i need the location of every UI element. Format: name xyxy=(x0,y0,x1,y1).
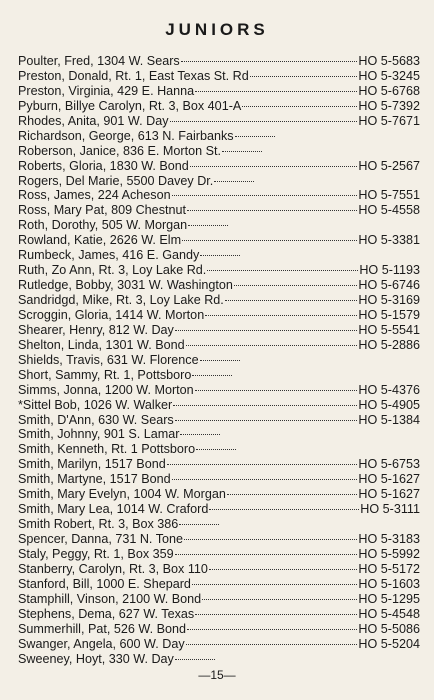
dot-leader xyxy=(207,270,358,271)
directory-entry xyxy=(18,637,420,652)
entry-name-address: Smith, Johnny, 901 S. Lamar xyxy=(18,427,180,442)
entry-phone: HO 5-6746 xyxy=(358,278,420,293)
entry-name-address: Roth, Dorothy, 505 W. Morgan xyxy=(18,218,188,233)
entry-name-address: Shields, Travis, 631 W. Florence xyxy=(18,352,199,367)
entry-phone: HO 5-5683 xyxy=(358,54,420,68)
dot-leader xyxy=(202,599,357,600)
entry-name-address: Richardson, George, 613 N. Fairbanks xyxy=(18,128,234,143)
directory-entry xyxy=(18,562,420,577)
dot-leader xyxy=(214,181,254,182)
entry-name-address: Swanger, Angela, 600 W. Day xyxy=(18,636,185,651)
directory-entry xyxy=(18,413,420,428)
dot-leader xyxy=(195,390,358,391)
entry-name-address: Roberson, Janice, 836 E. Morton St. xyxy=(18,143,222,158)
entry-phone: HO 5-7671 xyxy=(358,113,420,128)
entry-phone: HO 5-6768 xyxy=(358,83,420,98)
directory-entry xyxy=(18,144,420,159)
directory-entry xyxy=(18,188,420,203)
entry-name-address: Smith, D'Ann, 630 W. Sears xyxy=(18,412,174,427)
dot-leader xyxy=(187,210,357,211)
entry-phone: HO 5-4548 xyxy=(358,606,420,621)
entry-phone: HO 5-5172 xyxy=(358,561,420,576)
directory-entry xyxy=(18,622,420,637)
dot-leader xyxy=(175,420,358,421)
entry-name-address: Smith, Marilyn, 1517 Bond xyxy=(18,457,166,472)
dot-leader xyxy=(190,166,358,167)
directory-entry xyxy=(18,517,420,532)
dot-leader xyxy=(172,195,358,196)
entry-phone: HO 5-3245 xyxy=(358,68,420,83)
directory-entry xyxy=(18,159,420,174)
directory-entry xyxy=(18,353,420,368)
directory-entry xyxy=(18,54,420,69)
entry-name-address: Sweeney, Hoyt, 330 W. Day xyxy=(18,651,174,666)
directory-entry xyxy=(18,278,420,293)
entry-name-address: Ross, James, 224 Acheson xyxy=(18,188,171,203)
directory-entry xyxy=(18,532,420,547)
directory-entry xyxy=(18,592,420,607)
entry-phone: HO 5-2567 xyxy=(358,158,420,173)
entry-phone: HO 5-3183 xyxy=(358,532,420,546)
dot-leader xyxy=(172,479,358,480)
directory-entry xyxy=(18,114,420,129)
directory-entry xyxy=(18,84,420,99)
directory-entry xyxy=(18,577,420,592)
dot-leader xyxy=(192,375,232,376)
dot-leader xyxy=(181,61,358,62)
directory-entry xyxy=(18,323,420,338)
dot-leader xyxy=(180,434,220,435)
directory-entry xyxy=(18,174,420,189)
entry-phone: HO 5-1193 xyxy=(359,263,420,278)
directory-entry xyxy=(18,69,420,84)
dot-leader xyxy=(209,509,359,510)
dot-leader xyxy=(175,330,358,331)
dot-leader xyxy=(184,539,357,540)
entry-phone: HO 5-1603 xyxy=(358,576,420,591)
entry-name-address: Ruth, Zo Ann, Rt. 3, Loy Lake Rd. xyxy=(18,263,207,278)
entry-phone: HO 5-3169 xyxy=(358,293,420,307)
entry-name-address: Shelton, Linda, 1301 W. Bond xyxy=(18,337,185,352)
dot-leader xyxy=(179,524,219,525)
dot-leader xyxy=(200,360,240,361)
entry-name-address: Stamphill, Vinson, 2100 W. Bond xyxy=(18,591,202,606)
entry-phone: HO 5-1384 xyxy=(358,412,420,427)
directory-entry xyxy=(18,338,420,353)
dot-leader xyxy=(186,345,358,346)
entry-name-address: Stanford, Bill, 1000 E. Shepard xyxy=(18,576,191,591)
dot-leader xyxy=(200,255,240,256)
directory-entry xyxy=(18,368,420,383)
directory-entry xyxy=(18,383,420,398)
entry-phone: HO 5-2886 xyxy=(358,337,420,352)
entry-name-address: Rutledge, Bobby, 3031 W. Washington xyxy=(18,278,233,293)
dot-leader xyxy=(242,106,357,107)
directory-entry xyxy=(18,427,420,442)
entry-name-address: Summerhill, Pat, 526 W. Bond xyxy=(18,621,186,636)
dot-leader xyxy=(195,91,357,92)
directory-entry xyxy=(18,442,420,457)
entry-phone: HO 5-1579 xyxy=(358,307,420,322)
directory-entry xyxy=(18,129,420,144)
entry-phone: HO 5-5541 xyxy=(358,322,420,337)
entry-name-address: Rumbeck, James, 416 E. Gandy xyxy=(18,248,200,263)
page-number: —15— xyxy=(198,668,236,682)
dot-leader xyxy=(182,240,357,241)
entry-phone: HO 5-4905 xyxy=(358,397,420,412)
entry-name-address: Smith, Martyne, 1517 Bond xyxy=(18,472,171,487)
entry-name-address: Smith Robert, Rt. 3, Box 386 xyxy=(18,517,179,532)
entry-name-address: Rowland, Katie, 2626 W. Elm xyxy=(18,233,182,248)
directory-entry xyxy=(18,398,420,413)
dot-leader xyxy=(187,629,357,630)
entry-phone: HO 5-1295 xyxy=(358,591,420,606)
dot-leader xyxy=(222,151,262,152)
directory-entry xyxy=(18,293,420,308)
entry-phone: HO 5-3111 xyxy=(360,502,420,517)
entry-phone: HO 5-4376 xyxy=(358,382,420,397)
dot-leader xyxy=(175,659,215,660)
directory-entry xyxy=(18,248,420,263)
dot-leader xyxy=(196,449,236,450)
dot-leader xyxy=(192,584,357,585)
entry-name-address: *Sittel Bob, 1026 W. Walker xyxy=(18,397,173,412)
entry-name-address: Simms, Jonna, 1200 W. Morton xyxy=(18,382,194,397)
entry-name-address: Shearer, Henry, 812 W. Day xyxy=(18,322,174,337)
entry-name-address: Smith, Kenneth, Rt. 1 Pottsboro xyxy=(18,442,196,457)
entry-name-address: Preston, Virginia, 429 E. Hanna xyxy=(18,83,195,98)
entry-phone: HO 5-7551 xyxy=(358,188,420,203)
entry-name-address: Stephens, Dema, 627 W. Texas xyxy=(18,606,195,621)
dot-leader xyxy=(227,494,358,495)
directory-entry xyxy=(18,652,420,667)
directory-entry xyxy=(18,547,420,562)
dot-leader xyxy=(234,285,357,286)
dot-leader xyxy=(188,225,228,226)
directory-entry xyxy=(18,487,420,502)
entry-phone: HO 5-3381 xyxy=(358,233,420,248)
directory-entry xyxy=(18,502,420,517)
directory-entry xyxy=(18,233,420,248)
dot-leader xyxy=(186,644,358,645)
page-heading: JUNIORS xyxy=(165,20,269,39)
entry-phone: HO 5-5086 xyxy=(358,621,420,636)
dot-leader xyxy=(225,300,358,301)
entry-name-address: Rogers, Del Marie, 5500 Davey Dr. xyxy=(18,173,214,188)
directory-entry xyxy=(18,308,420,323)
dot-leader xyxy=(205,315,357,316)
entry-name-address: Spencer, Danna, 731 N. Tone xyxy=(18,532,184,546)
dot-leader xyxy=(235,136,275,137)
entry-phone: HO 5-7392 xyxy=(358,98,420,113)
entry-name-address: Sandridgd, Mike, Rt. 3, Loy Lake Rd. xyxy=(18,293,224,307)
entry-name-address: Preston, Donald, Rt. 1, East Texas St. Rd xyxy=(18,68,249,83)
entry-phone: HO 5-6753 xyxy=(358,457,420,472)
entry-name-address: Rhodes, Anita, 901 W. Day xyxy=(18,113,169,128)
directory-entry xyxy=(18,607,420,622)
entry-name-address: Ross, Mary Pat, 809 Chestnut xyxy=(18,203,186,218)
entry-phone: HO 5-1627 xyxy=(358,472,420,487)
directory-entry xyxy=(18,203,420,218)
directory-entry xyxy=(18,263,420,278)
entry-phone: HO 5-5992 xyxy=(358,546,420,561)
entry-name-address: Roberts, Gloria, 1830 W. Bond xyxy=(18,158,189,173)
entry-phone: HO 5-4558 xyxy=(358,203,420,218)
directory-entry xyxy=(18,218,420,233)
entry-name-address: Short, Sammy, Rt. 1, Pottsboro xyxy=(18,367,192,382)
directory-entry xyxy=(18,99,420,114)
entry-phone: HO 5-1627 xyxy=(358,487,420,502)
entry-name-address: Smith, Mary Lea, 1014 W. Craford xyxy=(18,502,209,517)
entry-name-address: Pyburn, Billye Carolyn, Rt. 3, Box 401-A xyxy=(18,98,242,113)
entry-name-address: Smith, Mary Evelyn, 1004 W. Morgan xyxy=(18,487,226,502)
dot-leader xyxy=(250,76,358,77)
dot-leader xyxy=(195,614,357,615)
entry-name-address: Poulter, Fred, 1304 W. Sears xyxy=(18,54,180,68)
dot-leader xyxy=(170,121,358,122)
entry-name-address: Staly, Peggy, Rt. 1, Box 359 xyxy=(18,546,174,561)
entry-name-address: Stanberry, Carolyn, Rt. 3, Box 110 xyxy=(18,561,208,576)
dot-leader xyxy=(167,464,358,465)
dot-leader xyxy=(175,554,358,555)
dot-leader xyxy=(209,569,357,570)
directory-entry xyxy=(18,457,420,472)
entry-phone: HO 5-5204 xyxy=(358,636,420,651)
entry-name-address: Scroggin, Gloria, 1414 W. Morton xyxy=(18,307,205,322)
dot-leader xyxy=(173,405,357,406)
directory-entry xyxy=(18,472,420,487)
directory-list xyxy=(18,54,420,666)
